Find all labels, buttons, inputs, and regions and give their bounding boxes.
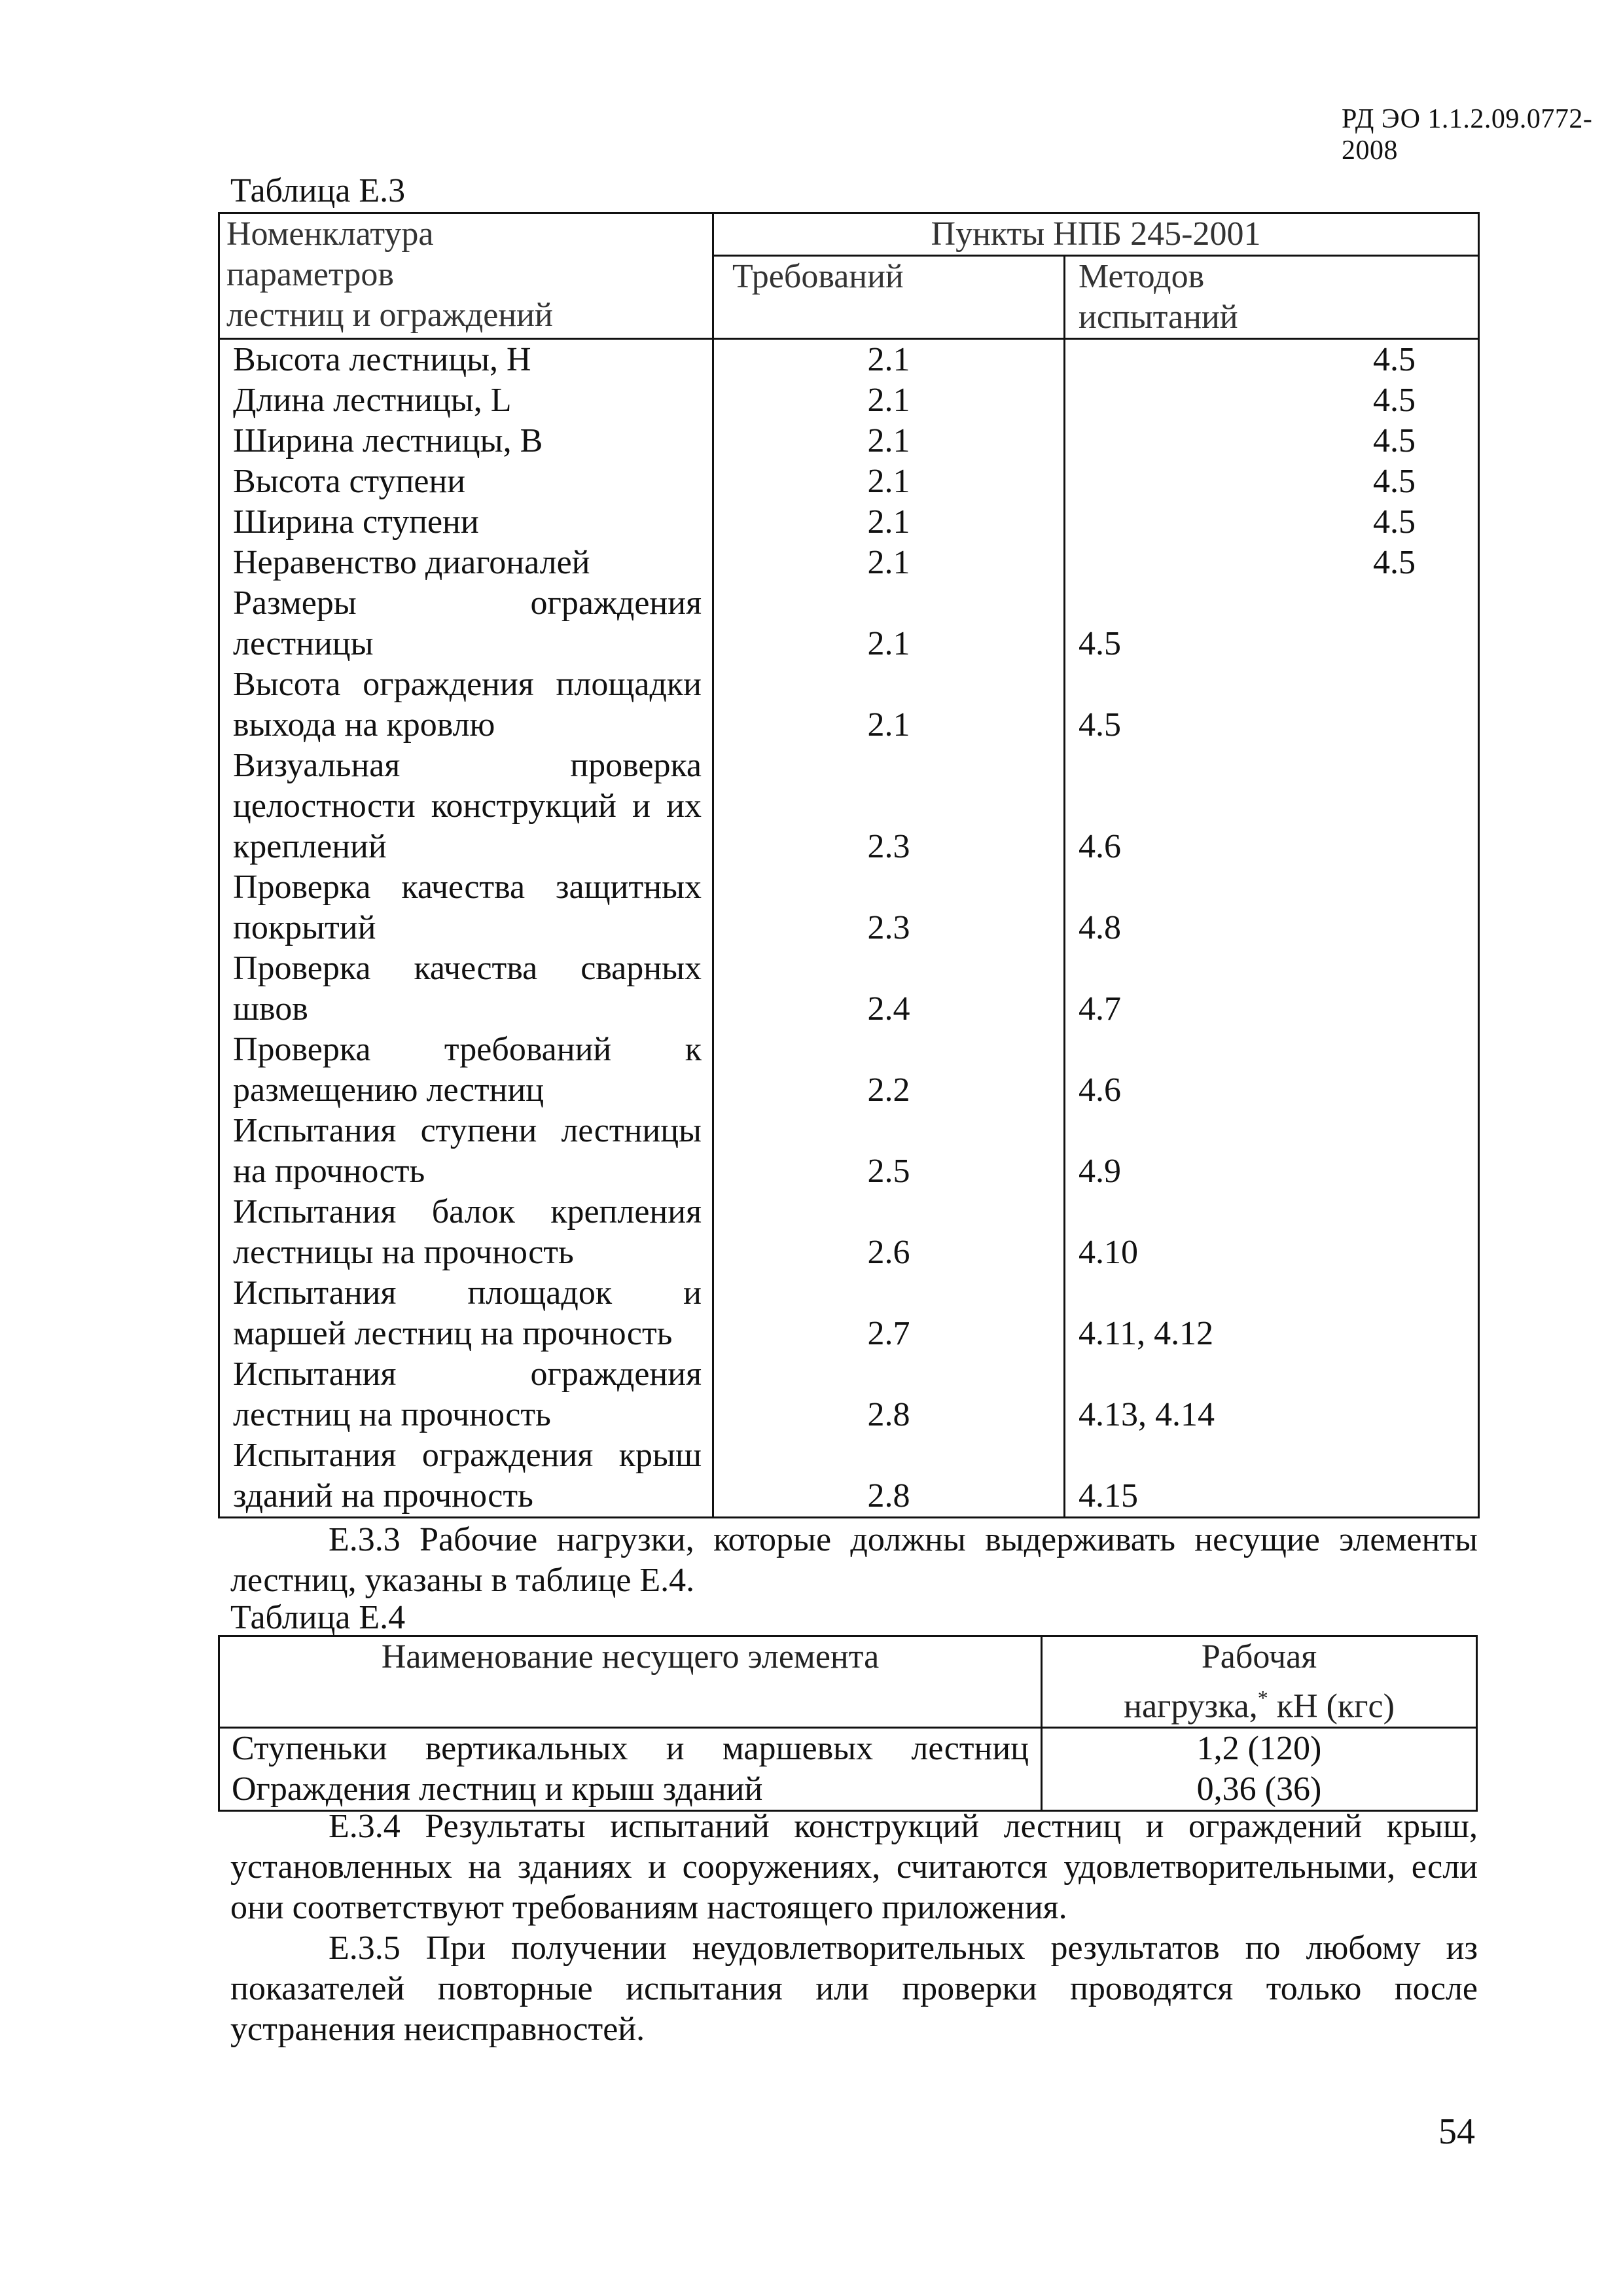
table-row	[219, 664, 1479, 745]
cell-method: 4.5	[1065, 664, 1479, 745]
table-row	[219, 461, 1479, 502]
cell-requirement: 2.8	[713, 1435, 1065, 1518]
cell-method: 4.13, 4.14	[1065, 1354, 1479, 1435]
cell-requirement: 2.1	[713, 543, 1065, 583]
cell-method: 4.9	[1065, 1111, 1479, 1192]
cell-parameter: Размеры ограждения лестницы	[219, 583, 713, 664]
cell-requirement: 2.1	[713, 421, 1065, 461]
cell-requirement: 2.7	[713, 1273, 1065, 1354]
table-row	[219, 543, 1479, 583]
cell-method: 4.11, 4.12	[1065, 1273, 1479, 1354]
table-e4	[218, 1635, 1478, 1812]
cell-parameter: Визуальная проверка целостности конструкций и их креплений	[219, 745, 713, 867]
cell-parameter: Высота ступени	[219, 461, 713, 502]
cell-parameter: Ширина ступени	[219, 502, 713, 543]
table-row	[219, 1728, 1477, 1770]
table-row	[219, 948, 1479, 1030]
header-load: Рабочая нагрузка,* кН (кгс)	[1042, 1636, 1477, 1728]
table-row	[219, 745, 1479, 867]
table-e3-body	[219, 339, 1479, 1518]
cell-load: 1,2 (120)	[1042, 1728, 1477, 1770]
cell-requirement: 2.1	[713, 339, 1065, 381]
cell-method: 4.5	[1065, 380, 1479, 421]
cell-method: 4.5	[1065, 583, 1479, 664]
cell-parameter: Неравенство диагоналей	[219, 543, 713, 583]
paragraph-e35: Е.3.5 При получении неудовлетворительных результатов по любому из показателей повторные испытания или проверки проводятся только после устранения неисправностей.	[230, 1929, 1478, 2048]
cell-parameter: Испытания площадок и маршей лестниц на прочность	[219, 1273, 713, 1354]
cell-load: 0,36 (36)	[1042, 1769, 1477, 1811]
cell-method: 4.8	[1065, 867, 1479, 948]
table-row	[219, 1435, 1479, 1518]
table-row	[219, 421, 1479, 461]
cell-requirement: 2.1	[713, 502, 1065, 543]
document-code: РД ЭО 1.1.2.09.0772-2008	[1342, 104, 1593, 166]
cell-method: 4.5	[1065, 502, 1479, 543]
table-row	[219, 1192, 1479, 1273]
header-methods: Методов испытаний	[1065, 256, 1479, 339]
cell-method: 4.6	[1065, 1030, 1479, 1111]
cell-parameter: Испытания ограждения крыш зданий на прочность	[219, 1435, 713, 1518]
header-element: Наименование несущего элемента	[219, 1636, 1042, 1728]
cell-element: Ограждения лестниц и крыш зданий	[219, 1769, 1042, 1811]
cell-method: 4.5	[1065, 461, 1479, 502]
paragraph-e34: Е.3.4 Результаты испытаний конструкций лестниц и ограждений крыш, установленных на зданиях и сооружениях, считаются удовлетворительными, если они соответствуют требованиям настоящего приложения.	[230, 1808, 1478, 1926]
cell-method: 4.5	[1065, 339, 1479, 381]
cell-requirement: 2.1	[713, 461, 1065, 502]
cell-parameter: Испытания ступени лестницы на прочность	[219, 1111, 713, 1192]
table-row	[219, 867, 1479, 948]
cell-requirement: 2.1	[713, 583, 1065, 664]
table-e4-caption: Таблица Е.4	[230, 1599, 406, 1636]
cell-requirement: 2.5	[713, 1111, 1065, 1192]
cell-parameter: Высота лестницы, Н	[219, 339, 713, 381]
table-e3	[218, 212, 1480, 1518]
cell-method: 4.15	[1065, 1435, 1479, 1518]
cell-parameter: Ширина лестницы, В	[219, 421, 713, 461]
table-row	[219, 583, 1479, 664]
cell-parameter: Испытания ограждения лестниц на прочность	[219, 1354, 713, 1435]
cell-requirement: 2.2	[713, 1030, 1065, 1111]
table-row	[219, 1354, 1479, 1435]
cell-method: 4.5	[1065, 543, 1479, 583]
cell-method: 4.6	[1065, 745, 1479, 867]
cell-requirement: 2.3	[713, 745, 1065, 867]
cell-parameter: Проверка качества сварных швов	[219, 948, 713, 1030]
table-row	[219, 1769, 1477, 1811]
table-row	[219, 1111, 1479, 1192]
header-requirements: Требований	[713, 256, 1065, 339]
cell-parameter: Высота ограждения площадки выхода на кровлю	[219, 664, 713, 745]
cell-requirement: 2.3	[713, 867, 1065, 948]
cell-method: 4.10	[1065, 1192, 1479, 1273]
cell-requirement: 2.4	[713, 948, 1065, 1030]
cell-requirement: 2.6	[713, 1192, 1065, 1273]
cell-parameter: Длина лестницы, L	[219, 380, 713, 421]
table-e3-caption: Таблица Е.3	[230, 172, 406, 209]
table-row	[219, 502, 1479, 543]
table-row	[219, 1273, 1479, 1354]
cell-parameter: Испытания балок крепления лестницы на прочность	[219, 1192, 713, 1273]
cell-method: 4.5	[1065, 421, 1479, 461]
header-npb-group: Пункты НПБ 245-2001	[713, 213, 1479, 256]
table-row	[219, 380, 1479, 421]
cell-element: Ступеньки вертикальных и маршевых лестниц	[219, 1728, 1042, 1770]
paragraph-e33: Е.3.3 Рабочие нагрузки, которые должны выдерживать несущие элементы лестниц, указаны в таблице Е.4.	[230, 1521, 1478, 1599]
table-row	[219, 1030, 1479, 1111]
cell-requirement: 2.1	[713, 380, 1065, 421]
cell-method: 4.7	[1065, 948, 1479, 1030]
table-row	[219, 339, 1479, 381]
cell-requirement: 2.8	[713, 1354, 1065, 1435]
cell-parameter: Проверка качества защитных покрытий	[219, 867, 713, 948]
cell-requirement: 2.1	[713, 664, 1065, 745]
cell-parameter: Проверка требований к размещению лестниц	[219, 1030, 713, 1111]
page-number: 54	[1438, 2111, 1475, 2152]
header-nomenclature: Номенклатура параметров лестниц и ограждений	[219, 213, 713, 339]
